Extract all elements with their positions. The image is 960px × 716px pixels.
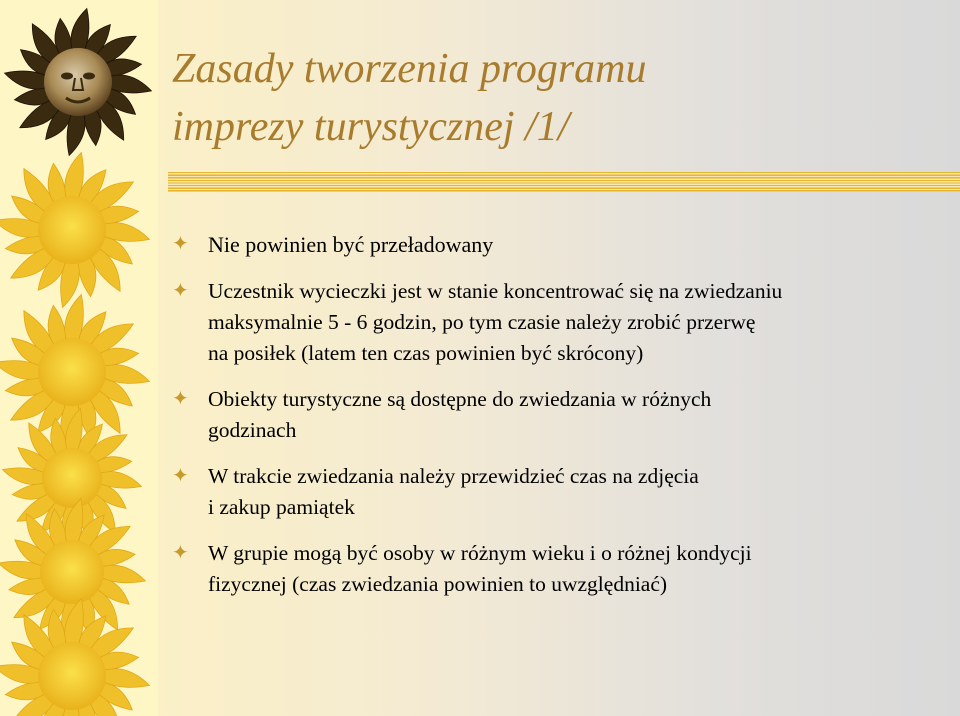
sun-face-icon [5,9,152,156]
bullet-text: Nie powinien być przeładowany [208,232,494,257]
bullet-text: W trakcie zwiedzania należy przewidzieć czas na zdjęcia i zakup pamiątek [208,464,699,519]
star-bullet-icon: ✦ [172,280,189,302]
sun-disc [42,448,102,508]
title-divider [168,172,960,192]
bullet-text: Uczestnik wycieczki jest w stanie koncentrować się na zwiedzaniu maksymalnie 5 - 6 godzin, po tym czasie należy zrobić przerwę na posiłek (latem ten czas powinien być skrócony) [208,279,783,365]
star-bullet-icon: ✦ [172,465,189,487]
star-bullet-icon: ✦ [172,233,189,255]
sun-disc [38,196,106,264]
title-line-1: Zasady tworzenia programu [172,46,647,92]
sun-disc [40,540,104,604]
bullet-list [172,229,952,615]
sun-face-feature [61,73,73,80]
sun-disc [38,642,106,710]
bullet-text: W grupie mogą być osoby w różnym wieku i o różnej kondycji fizycznej (czas zwiedzania powinien to uwzględniać) [208,541,752,596]
bullet-item [172,229,952,261]
bullet-item [172,538,952,600]
sun-decorations [0,0,170,716]
sun-icon [0,153,149,308]
bullet-item [172,384,952,446]
sun-disc [38,338,106,406]
star-bullet-icon: ✦ [172,388,189,410]
bullet-item [172,276,952,369]
slide-title [172,40,647,156]
sun-face-feature [83,73,95,80]
sun-disc [44,48,112,116]
title-line-2: imprezy turystycznej /1/ [172,104,570,150]
star-bullet-icon: ✦ [172,542,189,564]
bullet-item [172,461,952,523]
bullet-text: Obiekty turystyczne są dostępne do zwiedzania w różnych godzinach [208,387,712,442]
